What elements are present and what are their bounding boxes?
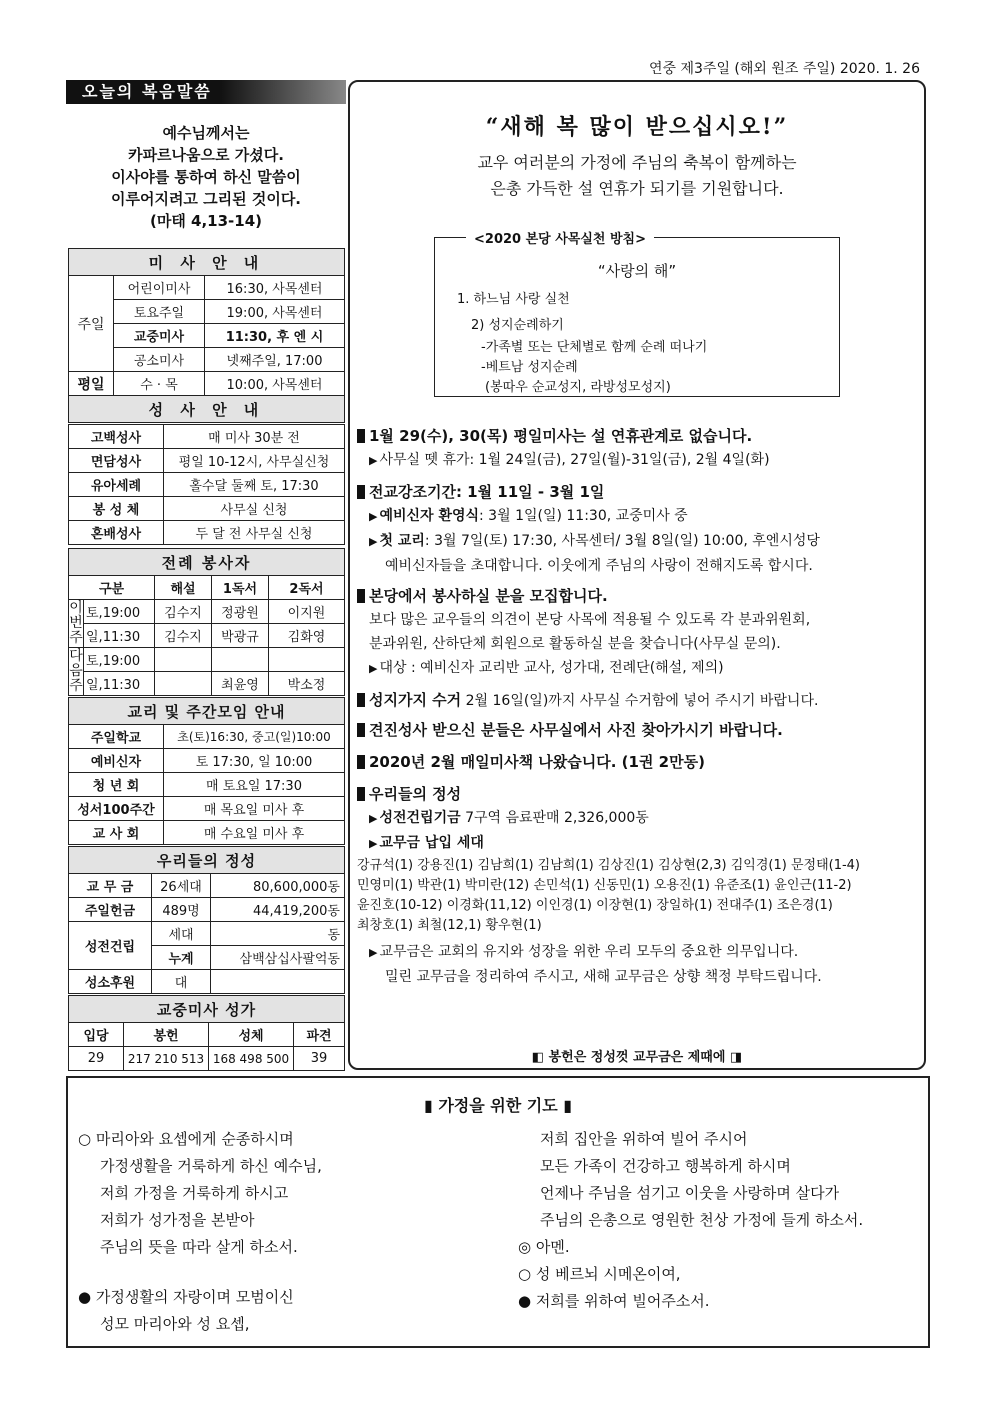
triangle-icon: ▶ — [369, 454, 378, 467]
liturgy-day: 토,19:00 — [84, 648, 155, 672]
policy-line: -베트남 성지순례 — [481, 360, 578, 375]
building-r2-value: 삼백삼십사팔억동 — [211, 946, 345, 970]
wish-line: 은총 가득한 설 연휴가 되기를 기원합니다. — [490, 179, 784, 198]
notice-sub: 7구역 음료판매 2,326,000동 — [460, 810, 649, 826]
offering-amount: 44,419,200동 — [211, 898, 345, 922]
notice-head: 우리들의 정성 — [369, 785, 462, 803]
bullet-icon — [357, 693, 365, 707]
next-week-label: 다음주 — [69, 648, 83, 694]
bullet-icon — [357, 589, 365, 603]
building-r1-value: 동 — [211, 922, 345, 946]
donor-line: 윤진호(10-12) 이경화(11,12) 이인경(1) 이장현(1) 장일하(1) 전대주(1) 조은경(1) — [357, 898, 833, 913]
liturgy-title: 전례 봉사자 — [69, 549, 345, 576]
support-name: 성소후원 — [69, 970, 152, 994]
triangle-icon: ▶ — [369, 837, 378, 850]
sacrament-value: 매 미사 30분 전 — [164, 425, 345, 449]
liturgy-reader2 — [269, 648, 345, 672]
notice-head: 성지가지 수거 — [369, 691, 462, 709]
offerings-table — [68, 846, 345, 994]
notice-sub: 사무실 뗏 휴가: 1월 24일(금), 27일(월)-31일(금), 2월 4일(화) — [379, 452, 770, 468]
liturgy-commentator: 김수지 — [155, 624, 212, 648]
offering-name: 교 무 금 — [69, 874, 152, 898]
footer-note: ◧ 봉헌은 정성껏 교무금은 제때에 ◨ — [531, 1050, 743, 1065]
triangle-icon: ▶ — [369, 535, 378, 548]
policy-line: (봉따우 순교성지, 라방성모성지) — [485, 380, 671, 395]
notice-sub: 분과위원, 산하단체 회원으로 활동하실 분을 찾습니다(사무실 문의). — [369, 636, 781, 652]
mass-name: 공소미사 — [114, 348, 205, 372]
prayer-line: 성모 마리아와 성 요셉, — [100, 1315, 250, 1333]
notice-sub: 보다 많은 교우들의 의견이 본당 사목에 적용될 수 있도록 각 분과위원회, — [369, 612, 811, 628]
sacrament-value: 두 달 전 사무실 신청 — [164, 521, 345, 545]
bullet-icon — [357, 485, 365, 499]
prayer-left — [78, 1126, 322, 1338]
gospel-line: (마태 4,13-14) — [149, 212, 263, 230]
song-value: 217 210 513 — [124, 1047, 209, 1071]
sacrament-name: 면담성사 — [69, 449, 164, 473]
liturgy-reader1: 박광규 — [212, 624, 269, 648]
notice-head: 견진성사 받으신 분들은 사무실에서 사진 찾아가시기 바랍니다. — [369, 721, 783, 739]
notice-palm — [357, 688, 922, 713]
donor-line: 민영미(1) 박관(1) 박미란(12) 손민석(1) 신동민(1) 오용진(1) 유준조(1) 윤인근(11-2) — [357, 878, 852, 893]
prayer-line: 주님의 뜻을 따라 살게 하소서. — [100, 1238, 298, 1256]
songs-table — [68, 995, 345, 1071]
meeting-value: 매 목요일 미사 후 — [164, 797, 345, 821]
policy-motto: “사랑의 해” — [597, 262, 677, 280]
triangle-icon: ▶ — [369, 662, 378, 675]
liturgy-reader2: 박소정 — [269, 672, 345, 696]
notice-sub-bold: 성전건립기금 — [379, 810, 461, 826]
mass-name: 토요주일 — [114, 300, 205, 324]
liturgy-header: 1독서 — [212, 576, 269, 600]
offering-name: 주일헌금 — [69, 898, 152, 922]
meeting-name: 예비신자 — [69, 749, 164, 773]
notice-head: 본당에서 봉사하실 분을 모집합니다. — [369, 587, 608, 605]
liturgy-table — [68, 548, 345, 696]
notice-sub: : 3월 7일(토) 17:30, 사목센터/ 3월 8일(일) 10:00, 후엔시성당 — [424, 533, 820, 549]
liturgy-reader2: 김화영 — [269, 624, 345, 648]
offering-count: 489명 — [152, 898, 211, 922]
songs-title: 교중미사 성가 — [69, 996, 345, 1023]
mass-table — [68, 248, 345, 423]
liturgy-reader1: 최윤영 — [212, 672, 269, 696]
prayer-line: ○ 성 베르뇌 시메온이여, — [518, 1265, 681, 1283]
notice-head: 2020년 2월 매일미사책 나왔습니다. (1권 2만동) — [369, 753, 705, 771]
meetings-title: 교리 및 주간모임 안내 — [69, 698, 345, 725]
meeting-name: 주일학교 — [69, 725, 164, 749]
mass-time: 10:00, 사목센터 — [205, 372, 345, 396]
notice-sub: 예비신자들을 초대합니다. 이웃에게 주님의 사랑이 전해지도록 합시다. — [385, 558, 813, 574]
prayer-line: ○ 마리아와 요셉에게 순종하시며 — [78, 1130, 294, 1148]
policy-box — [434, 237, 840, 397]
triangle-icon: ▶ — [369, 812, 378, 825]
bullet-icon — [357, 755, 365, 769]
gospel-line: 예수님께서는 — [162, 124, 250, 142]
gospel-text — [70, 122, 342, 232]
notice-offerings — [357, 782, 922, 989]
sacrament-name: 봉 성 체 — [69, 497, 164, 521]
song-value: 168 498 500 — [209, 1047, 294, 1071]
prayer-line: ● 저희를 위하여 빌어주소서. — [518, 1292, 710, 1310]
notice-volunteer — [357, 584, 922, 681]
sacrament-table — [68, 424, 345, 545]
notice-sub: 대상 : 예비신자 교리반 교사, 성가대, 전례단(해설, 제의) — [379, 660, 724, 676]
prayer-line: 가정생활을 거룩하게 하신 예수님, — [100, 1157, 322, 1175]
notice-sub-bold: 예비신자 환영식 — [379, 508, 480, 524]
notice-head: 전교강조기간: 1월 11일 - 3월 1일 — [369, 483, 605, 501]
building-r2-label: 누계 — [152, 946, 211, 970]
gospel-header — [66, 80, 346, 104]
mass-title: 미 사 안 내 — [69, 249, 345, 276]
prayer-line: ◎ 아멘. — [518, 1238, 570, 1256]
song-header: 봉헌 — [124, 1023, 209, 1047]
song-header: 파견 — [294, 1023, 345, 1047]
this-week-label: 이번주 — [69, 600, 83, 646]
offering-count: 26세대 — [152, 874, 211, 898]
mass-name: 어린이미사 — [114, 276, 205, 300]
song-value: 29 — [69, 1047, 124, 1071]
mass-time: 11:30, 후 엔 시 — [205, 324, 345, 348]
mass-time: 넷째주일, 17:00 — [205, 348, 345, 372]
policy-line: 2) 성지순례하기 — [471, 318, 564, 333]
prayer-line: 언제나 주님을 섬기고 이웃을 사랑하며 살다가 — [540, 1184, 840, 1202]
building-r1-label: 세대 — [152, 922, 211, 946]
mass-time: 19:00, 사목센터 — [205, 300, 345, 324]
wish-text — [348, 150, 926, 202]
prayer-line: 주님의 은총으로 영원한 천상 가정에 들게 하소서. — [540, 1211, 864, 1229]
mass-time: 16:30, 사목센터 — [205, 276, 345, 300]
meetings-table — [68, 697, 345, 845]
prayer-line: ● 가정생활의 자랑이며 모범이신 — [78, 1288, 294, 1306]
song-header: 성체 — [209, 1023, 294, 1047]
sacrament-name: 혼배성사 — [69, 521, 164, 545]
sacrament-value: 홀수달 둘째 토, 17:30 — [164, 473, 345, 497]
liturgy-header: 구분 — [69, 576, 155, 600]
offerings-title: 우리들의 정성 — [69, 847, 345, 874]
support-label: 대 — [152, 970, 211, 994]
sacrament-value: 평일 10-12시, 사무실신청 — [164, 449, 345, 473]
sacrament-title: 성 사 안 내 — [69, 396, 345, 423]
meeting-value: 매 토요일 17:30 — [164, 773, 345, 797]
donor-line: 강규석(1) 강용진(1) 김남희(1) 김남희(1) 김상진(1) 김상현(2,3) 김익경(1) 문정태(1-4) — [357, 858, 861, 873]
prayer-line: 모든 가족이 건강하고 행복하게 하시며 — [540, 1157, 791, 1175]
notice-holiday — [357, 424, 922, 473]
notice-evangelization — [357, 480, 922, 578]
liturgy-reader1: 정광원 — [212, 600, 269, 624]
main-title: “새해 복 많이 받으십시오!” — [485, 114, 789, 140]
meeting-value: 토 17:30, 일 10:00 — [164, 749, 345, 773]
support-value — [211, 970, 345, 994]
wish-line: 교우 여러분의 가정에 주님의 축복이 함께하는 — [477, 153, 797, 172]
mass-name: 수 · 목 — [114, 372, 205, 396]
liturgy-day: 일,11:30 — [84, 672, 155, 696]
meeting-name: 성서100주간 — [69, 797, 164, 821]
gospel-line: 이루어지려고 그리된 것이다. — [110, 190, 302, 208]
notice-sub: 교무금은 교회의 유지와 성장을 위한 우리 모두의 중요한 의무입니다. — [379, 944, 799, 960]
liturgy-reader2: 이지원 — [269, 600, 345, 624]
prayer-title: ▮ 가정을 위한 기도 ▮ — [423, 1096, 573, 1115]
notice-sub: 2월 16일(일)까지 사무실 수거함에 넣어 주시기 바랍니다. — [461, 693, 819, 709]
meeting-name: 청 년 회 — [69, 773, 164, 797]
notice-sub-bold: 첫 교리 — [379, 533, 425, 549]
meeting-value: 초(토)16:30, 중고(일)10:00 — [164, 725, 345, 749]
sacrament-value: 사무실 신청 — [164, 497, 345, 521]
mass-sunday-label: 주일 — [69, 276, 114, 372]
gospel-line: 카파르나움으로 가셨다. — [128, 146, 284, 164]
sacrament-name: 유아세례 — [69, 473, 164, 497]
notice-sub: : 3월 1일(일) 11:30, 교중미사 중 — [479, 508, 688, 524]
policy-title: <2020 본당 사목실천 방침> — [466, 228, 654, 247]
meeting-name: 교 사 회 — [69, 821, 164, 845]
gospel-line: 이사야를 통하여 하신 말씀이 — [111, 168, 301, 186]
liturgy-day: 일,11:30 — [84, 624, 155, 648]
mass-name: 교중미사 — [114, 324, 205, 348]
prayer-line: 저희 가정을 거룩하게 하시고 — [100, 1184, 289, 1202]
notice-confirmation — [357, 718, 922, 742]
policy-line: -가족별 또는 단체별로 함께 순례 떠나기 — [481, 340, 708, 355]
meeting-value: 매 수요일 미사 후 — [164, 821, 345, 845]
prayer-right — [518, 1126, 863, 1315]
song-header: 입당 — [69, 1023, 124, 1047]
liturgy-commentator: 김수지 — [155, 600, 212, 624]
gospel-title: 오늘의 복음말씀 — [82, 82, 212, 101]
notice-sub: 밀린 교무금을 정리하여 주시고, 새해 교무금은 상향 책정 부탁드립니다. — [385, 969, 822, 985]
mass-weekday-label: 평일 — [69, 372, 114, 396]
bullet-icon — [357, 723, 365, 737]
liturgy-commentator — [155, 648, 212, 672]
bullet-icon — [357, 429, 365, 443]
bullet-icon — [357, 787, 365, 801]
building-name: 성전건립 — [69, 922, 152, 970]
liturgy-header: 해설 — [155, 576, 212, 600]
liturgy-reader1 — [212, 648, 269, 672]
policy-line: 1. 하느님 사랑 실천 — [457, 292, 570, 307]
date-line: 연중 제3주일 (해외 원조 주일) 2020. 1. 26 — [649, 61, 920, 77]
notice-missal — [357, 750, 922, 774]
liturgy-commentator — [155, 672, 212, 696]
triangle-icon: ▶ — [369, 946, 378, 959]
offering-amount: 80,600,000동 — [211, 874, 345, 898]
song-value: 39 — [294, 1047, 345, 1071]
prayer-line: 저희 집안을 위하여 빌어 주시어 — [540, 1130, 748, 1148]
sacrament-name: 고백성사 — [69, 425, 164, 449]
notice-sub-bold: 교무금 납입 세대 — [379, 835, 484, 851]
liturgy-header: 2독서 — [269, 576, 345, 600]
triangle-icon: ▶ — [369, 510, 378, 523]
notice-head: 1월 29(수), 30(목) 평일미사는 설 연휴관계로 없습니다. — [369, 427, 753, 445]
donor-line: 최창호(1) 최철(12,1) 황우현(1) — [357, 918, 542, 933]
liturgy-day: 토,19:00 — [84, 600, 155, 624]
prayer-line: 저희가 성가정을 본받아 — [100, 1211, 255, 1229]
